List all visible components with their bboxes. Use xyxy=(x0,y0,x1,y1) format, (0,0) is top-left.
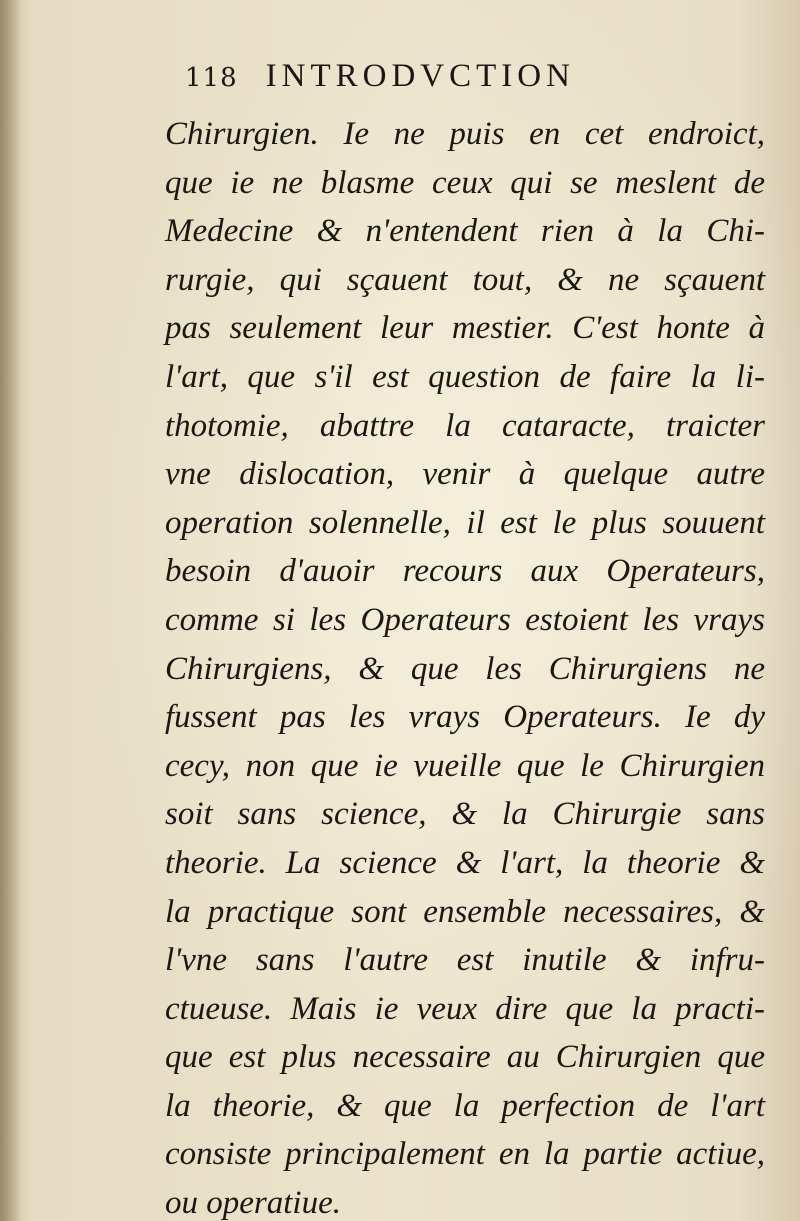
text-line: theorie. La science & l'art, la theorie & xyxy=(165,844,765,881)
text-line: Medecine & n'entendent rien à la Chi- xyxy=(165,213,765,250)
text-line: cecy, non que ie vueille que le Chirurgien xyxy=(165,747,765,784)
text-line: comme si les Operateurs estoient les vrays xyxy=(165,601,765,638)
gutter-shadow xyxy=(0,0,22,1221)
text-line: besoin d'auoir recours aux Operateurs, xyxy=(165,553,765,590)
text-line: consiste principalement en la partie actiue, xyxy=(165,1136,765,1173)
text-line: l'vne sans l'autre est inutile & infru- xyxy=(165,942,765,979)
text-line: operation solennelle, il est le plus souuent xyxy=(165,504,765,541)
text-line: l'art, que s'il est question de faire la li- xyxy=(165,358,765,395)
text-line: rurgie, qui sçauent tout, & ne sçauent xyxy=(165,261,765,298)
text-line: fussent pas les vrays Operateurs. Ie dy xyxy=(165,699,765,736)
text-line: soit sans science, & la Chirurgie sans xyxy=(165,796,765,833)
text-line: ctueuse. Mais ie veux dire que la practi- xyxy=(165,990,765,1027)
text-line: que ie ne blasme ceux qui se meslent de xyxy=(165,164,765,201)
text-line: ou operatiue. xyxy=(165,1185,341,1221)
text-line: vne dislocation, venir à quelque autre xyxy=(165,456,765,493)
text-line: thotomie, abattre la cataracte, traicter xyxy=(165,407,765,444)
text-line: que est plus necessaire au Chirurgien que xyxy=(165,1039,765,1076)
running-head xyxy=(185,58,685,108)
page-number: 118 xyxy=(185,63,238,93)
running-title: INTRODVCTION xyxy=(265,58,575,94)
text-line: la theorie, & que la perfection de l'art xyxy=(165,1087,765,1124)
body-text xyxy=(165,110,765,1221)
text-line: pas seulement leur mestier. C'est honte à xyxy=(165,310,765,347)
text-line: la practique sont ensemble necessaires, & xyxy=(165,893,765,930)
text-line: Chirurgiens, & que les Chirurgiens ne xyxy=(165,650,765,687)
text-line: Chirurgien. Ie ne puis en cet endroict, xyxy=(165,116,765,152)
